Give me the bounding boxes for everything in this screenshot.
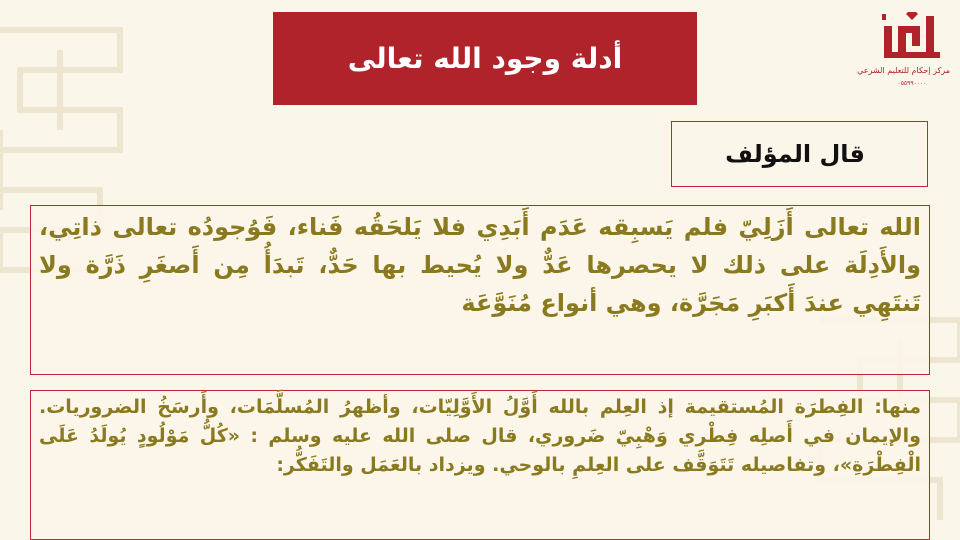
paragraph-box-2 [30, 390, 930, 540]
logo-mark-icon [880, 12, 944, 62]
logo-tagline: مركز إحكام للتعليم الشرعي [857, 66, 950, 75]
paragraph-1: الله تعالى أَزَلِيّ فلم يَسبِقه عَدَم أَبَدِي فلا يَلحَقُه فَناء، فَوُجودُه تعالى ذاتِي، والأَدِلَة على ذلك لا يحصرها عَدٌّ ولا يُحيط بها حَدٌّ، تَبدَأُ مِن أَصغَرِ ذَرَّة ولا تَنتَهِي عندَ أَكبَرِ مَجَرَّة، وهي أنواع مُنَوَّعَة [39, 213, 921, 317]
brand-logo [857, 12, 950, 96]
paragraph-box-1 [30, 205, 930, 375]
logo-subline: ٠٥٥٩٩٠٠٠٠ [897, 80, 927, 87]
author-label-box [671, 121, 928, 187]
author-label: قال المؤلف [725, 140, 865, 168]
paragraph-2: منها: الفِطرَة المُستقيمة إذ العِلم بالله أَوَّلُ الأَوَّلِيّات، وأظهرُ المُسلَّمَات، وأَرسَخُ الضروريات. والإيمان في أَصلِه فِطْري وَهْبِيّ ضَروري، قال صلى الله عليه وسلم : «كُلُّ مَوْلُودٍ يُولَدُ عَلَى الْفِطْرَةِ»، وتفاصيله تَتَوَقَّف على العِلمِ بالوحي. ويزداد بالعَمَل والتَفَكُّر: [39, 396, 921, 476]
slide-title: أدلة وجود الله تعالى [273, 12, 697, 105]
